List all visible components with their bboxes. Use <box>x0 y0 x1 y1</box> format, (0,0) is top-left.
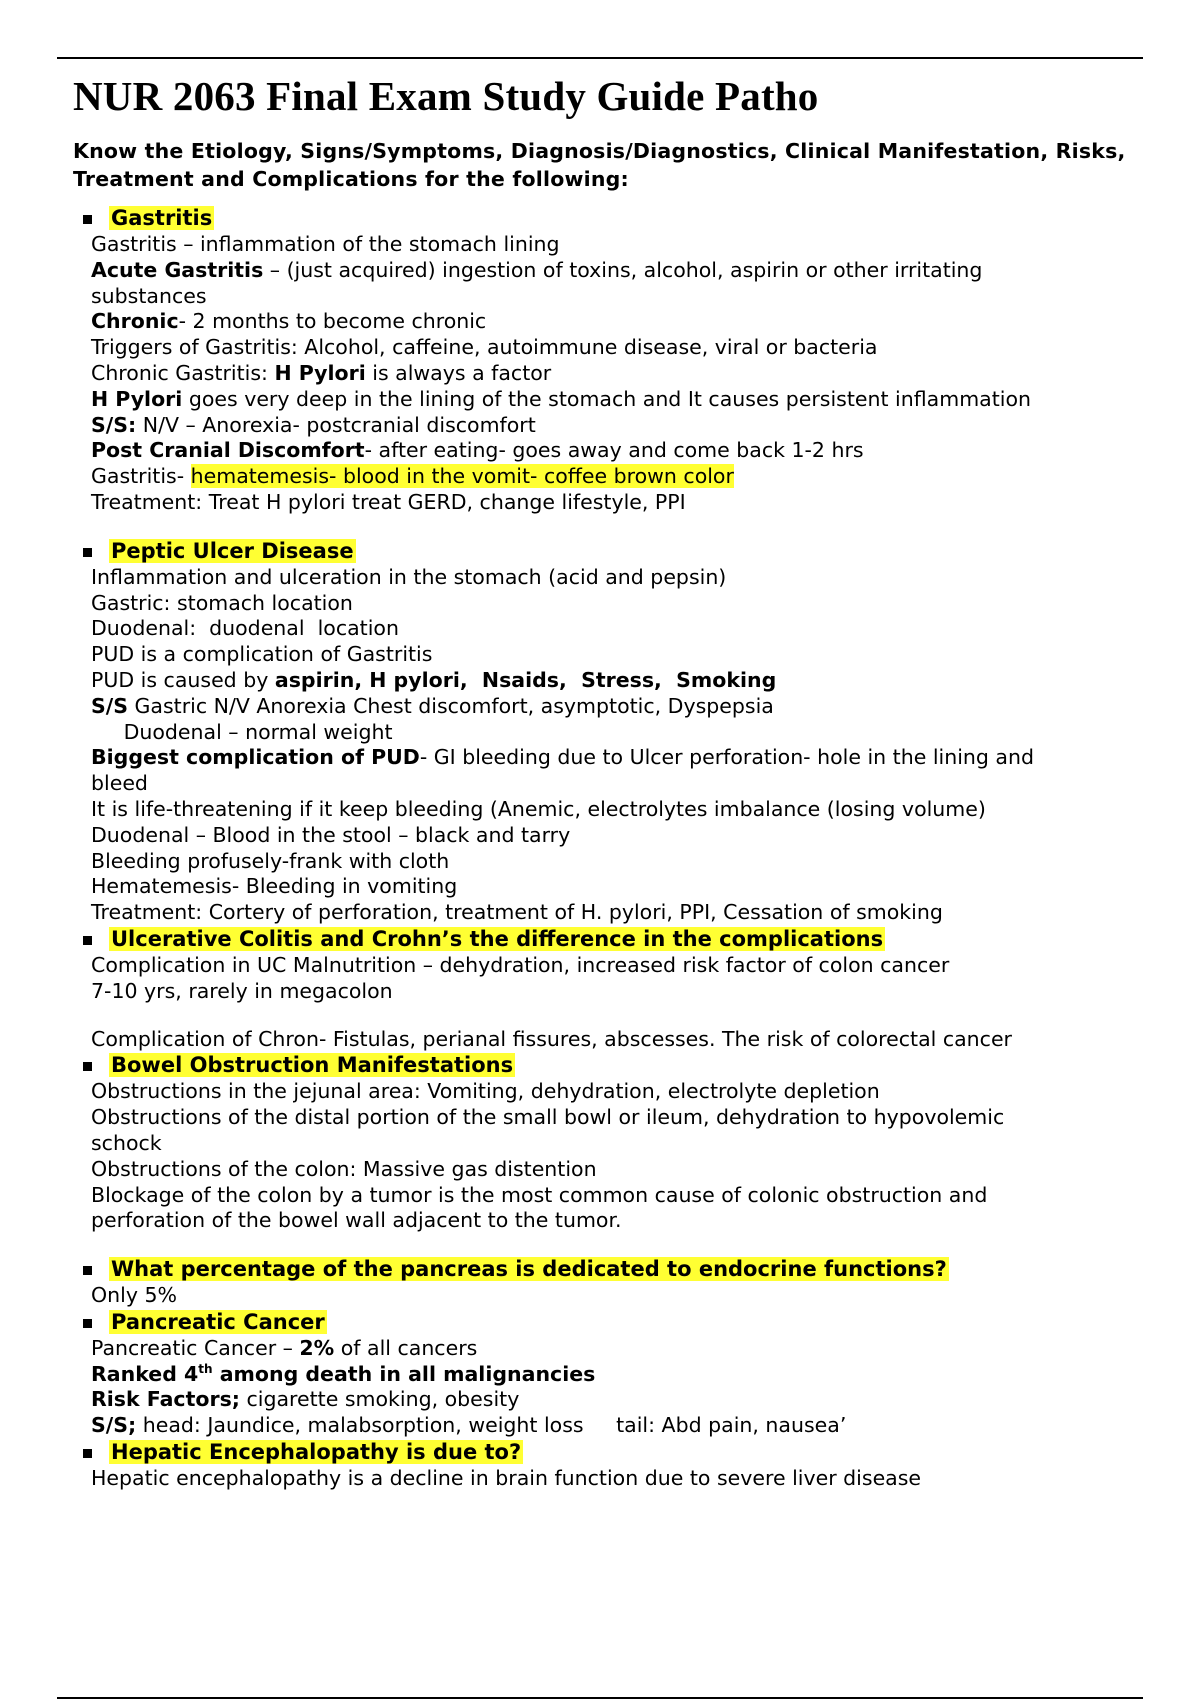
section-heading: Bowel Obstruction Manifestations <box>111 1053 514 1078</box>
text-line: Chronic- 2 months to become chronic <box>91 309 487 334</box>
text-line: Obstructions of the distal portion of the small bowl or ileum, dehydration to hypovolemic <box>91 1105 1005 1130</box>
text-line: Risk Factors; cigarette smoking, obesity <box>91 1387 520 1412</box>
text-line: Only 5% <box>91 1283 177 1308</box>
section-ulcerative-colitis <box>91 926 1143 1052</box>
section-body <box>91 232 1143 516</box>
bottom-rule <box>57 1697 1143 1699</box>
section-heading: Pancreatic Cancer <box>111 1309 325 1334</box>
text-line: S/S; head: Jaundice, malabsorption, weight loss tail: Abd pain, nausea’ <box>91 1413 847 1438</box>
section-body <box>91 1079 1143 1234</box>
text-line: Treatment: Cortery of perforation, treatment of H. pylori, PPI, Cessation of smoking <box>91 900 943 925</box>
section-body <box>91 953 1143 1052</box>
bullet-icon <box>83 1449 92 1458</box>
section-heading: What percentage of the pancreas is dedicated to endocrine functions? <box>111 1257 947 1282</box>
bullet-icon <box>83 1062 92 1071</box>
bullet-icon <box>83 548 92 557</box>
section-pancreatic-cancer <box>91 1309 1143 1439</box>
text-line: S/S Gastric N/V Anorexia Chest discomfort, asymptotic, Dyspepsia <box>91 693 774 718</box>
section-gastritis <box>91 205 1143 516</box>
bullet-icon <box>83 1319 92 1328</box>
text-line: Obstructions of the colon: Massive gas distention <box>91 1156 597 1181</box>
top-rule <box>57 57 1143 59</box>
text-line: Bleeding profusely-frank with cloth <box>91 848 450 873</box>
document-page <box>73 70 1143 1492</box>
text-line: bleed <box>91 771 148 796</box>
section-hepatic-encephalopathy <box>91 1439 1143 1492</box>
text-line: Biggest complication of PUD- GI bleeding due to Ulcer perforation- hole in the lining and <box>91 745 1034 770</box>
text-line: Pancreatic Cancer – 2% of all cancers <box>91 1335 478 1360</box>
text-line: Treatment: Treat H pylori treat GERD, change lifestyle, PPI <box>91 489 686 514</box>
text-line: Duodenal: duodenal location <box>91 616 399 641</box>
section-body <box>91 1283 1143 1309</box>
text-line: H Pylori goes very deep in the lining of the stomach and It causes persistent inflammation <box>91 386 1031 411</box>
text-line: perforation of the bowel wall adjacent to the tumor. <box>91 1208 622 1233</box>
text-line: Triggers of Gastritis: Alcohol, caffeine, autoimmune disease, viral or bacteria <box>91 335 878 360</box>
text-line: Acute Gastritis – (just acquired) ingestion of toxins, alcohol, aspirin or other irritating <box>91 257 983 282</box>
text-line: It is life-threatening if it keep bleeding (Anemic, electrolytes imbalance (losing volume) <box>91 796 986 821</box>
text-line: substances <box>91 283 207 308</box>
text-line: Gastric: stomach location <box>91 590 353 615</box>
section-bowel-obstruction <box>91 1052 1143 1234</box>
section-pancreas-endocrine <box>91 1256 1143 1309</box>
bullet-icon <box>83 215 92 224</box>
text-line: Obstructions in the jejunal area: Vomiting, dehydration, electrolyte depletion <box>91 1079 880 1104</box>
section-heading: Ulcerative Colitis and Crohn’s the difference in the complications <box>111 926 884 951</box>
section-heading: Hepatic Encephalopathy is due to? <box>111 1440 522 1465</box>
section-heading: Peptic Ulcer Disease <box>111 538 354 563</box>
text-line: S/S: N/V – Anorexia- postcranial discomfort <box>91 412 536 437</box>
text-line: Post Cranial Discomfort- after eating- goes away and come back 1-2 hrs <box>91 438 864 463</box>
section-heading: Gastritis <box>111 206 213 230</box>
text-line: Gastritis – inflammation of the stomach lining <box>91 232 560 256</box>
text-line: 7-10 yrs, rarely in megacolon <box>91 978 393 1003</box>
text-line: Hematemesis- Bleeding in vomiting <box>91 874 458 899</box>
text-line: schock <box>91 1130 162 1155</box>
text-line: Hepatic encephalopathy is a decline in brain function due to severe liver disease <box>91 1466 922 1491</box>
bullet-icon <box>83 936 92 945</box>
text-line: Chronic Gastritis: H Pylori is always a factor <box>91 360 552 385</box>
section-body <box>91 1336 1143 1439</box>
text-line: Ranked 4th among death in all malignancies <box>91 1361 596 1386</box>
text-line: PUD is a complication of Gastritis <box>91 642 433 667</box>
text-line: Gastritis- hematemesis- blood in the vomit- coffee brown color <box>91 464 734 489</box>
intro-text: Know the Etiology, Signs/Symptoms, Diagnosis/Diagnostics, Clinical Manifestation, Risks, Treatment and Complications for the following: <box>73 139 1126 191</box>
text-line: Inflammation and ulceration in the stomach (acid and pepsin) <box>91 564 727 589</box>
text-line: Duodenal – Blood in the stool – black and tarry <box>91 822 571 847</box>
text-line: Blockage of the colon by a tumor is the most common cause of colonic obstruction and <box>91 1182 988 1207</box>
section-body <box>91 565 1143 926</box>
bullet-icon <box>83 1266 92 1275</box>
section-peptic-ulcer <box>91 538 1143 926</box>
document-title: NUR 2063 Final Exam Study Guide Patho <box>73 73 819 119</box>
text-line: Complication in UC Malnutrition – dehydration, increased risk factor of colon cancer <box>91 952 950 977</box>
text-line: Duodenal – normal weight <box>91 719 393 744</box>
text-line: Complication of Chron- Fistulas, perianal fissures, abscesses. The risk of colorectal cancer <box>91 1026 1012 1051</box>
text-line: PUD is caused by aspirin, H pylori, Nsaids, Stress, Smoking <box>91 667 777 692</box>
section-body <box>91 1466 1143 1492</box>
